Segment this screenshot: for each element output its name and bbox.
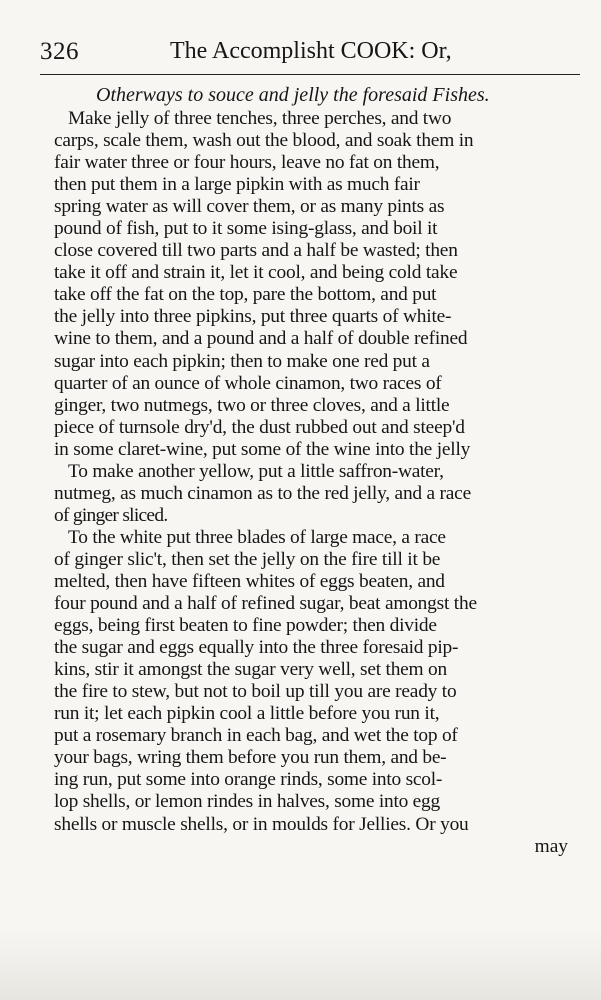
text-line: in some claret-wine, put some of the wine into the jelly xyxy=(54,438,471,460)
page-header xyxy=(40,38,580,72)
section-heading: Otherways to souce and jelly the foresaid Fishes. xyxy=(96,84,490,106)
text-line: eggs, being first beaten to fine powder; then divide xyxy=(54,615,437,637)
text-line: kins, stir it amongst the sugar very well, set them on xyxy=(54,659,447,681)
text-line: To the white put three blades of large mace, a race xyxy=(68,526,446,548)
text-line: four pound and a half of refined sugar, beat amongst the xyxy=(54,593,477,615)
text-line: then put them in a large pipkin with as much fair xyxy=(54,174,420,196)
text-line: ing run, put some into orange rinds, some into scol- xyxy=(54,769,443,791)
text-line: quarter of an ounce of whole cinamon, two races of xyxy=(54,372,442,394)
text-line: close covered till two parts and a half be wasted; then xyxy=(54,240,458,262)
text-line: put a rosemary branch in each bag, and wet the top of xyxy=(54,725,458,747)
text-line: nutmeg, as much cinamon as to the red jelly, and a race xyxy=(54,482,471,504)
text-line: of ginger slic't, then set the jelly on the fire till it be xyxy=(54,548,441,570)
body-text xyxy=(54,108,594,858)
text-line: ginger, two nutmegs, two or three cloves, and a little xyxy=(54,394,450,416)
text-line: pound of fish, put to it some ising-glass, and boil it xyxy=(54,218,438,240)
text-line: lop shells, or lemon rindes in halves, some into egg xyxy=(54,791,440,813)
text-line: piece of turnsole dry'd, the dust rubbed out and steep'd xyxy=(54,416,465,438)
page-number: 326 xyxy=(40,38,79,65)
text-line: melted, then have fifteen whites of eggs beaten, and xyxy=(54,570,445,592)
text-line: of ginger sliced. xyxy=(54,504,168,526)
page-edge-shading xyxy=(0,930,601,1000)
text-line: To make another yellow, put a little saffron-water, xyxy=(68,460,444,482)
text-line: fair water three or four hours, leave no fat on them, xyxy=(54,152,440,174)
text-line: the sugar and eggs equally into the three foresaid pip- xyxy=(54,637,459,659)
text-line: the jelly into three pipkins, put three quarts of white- xyxy=(54,306,452,328)
text-line: take it off and strain it, let it cool, and being cold take xyxy=(54,262,458,284)
text-line: run it; let each pipkin cool a little before you run it, xyxy=(54,703,440,725)
text-line: wine to them, and a pound and a half of double refined xyxy=(54,328,468,350)
text-line: sugar into each pipkin; then to make one red put a xyxy=(54,350,430,372)
text-line: take off the fat on the top, pare the bottom, and put xyxy=(54,284,437,306)
text-line: spring water as will cover them, or as many pints as xyxy=(54,196,445,218)
running-title: The Accomplisht COOK: Or, xyxy=(170,38,452,64)
text-line: carps, scale them, wash out the blood, and soak them in xyxy=(54,130,474,152)
header-rule xyxy=(40,74,580,75)
text-line: shells or muscle shells, or in moulds for Jellies. Or you xyxy=(54,813,469,835)
text-line: your bags, wring them before you run them, and be- xyxy=(54,747,447,769)
text-line: Make jelly of three tenches, three perches, and two xyxy=(68,108,452,129)
text-line: the fire to stew, but not to boil up till you are ready to xyxy=(54,681,457,703)
catchword: may xyxy=(534,835,568,857)
